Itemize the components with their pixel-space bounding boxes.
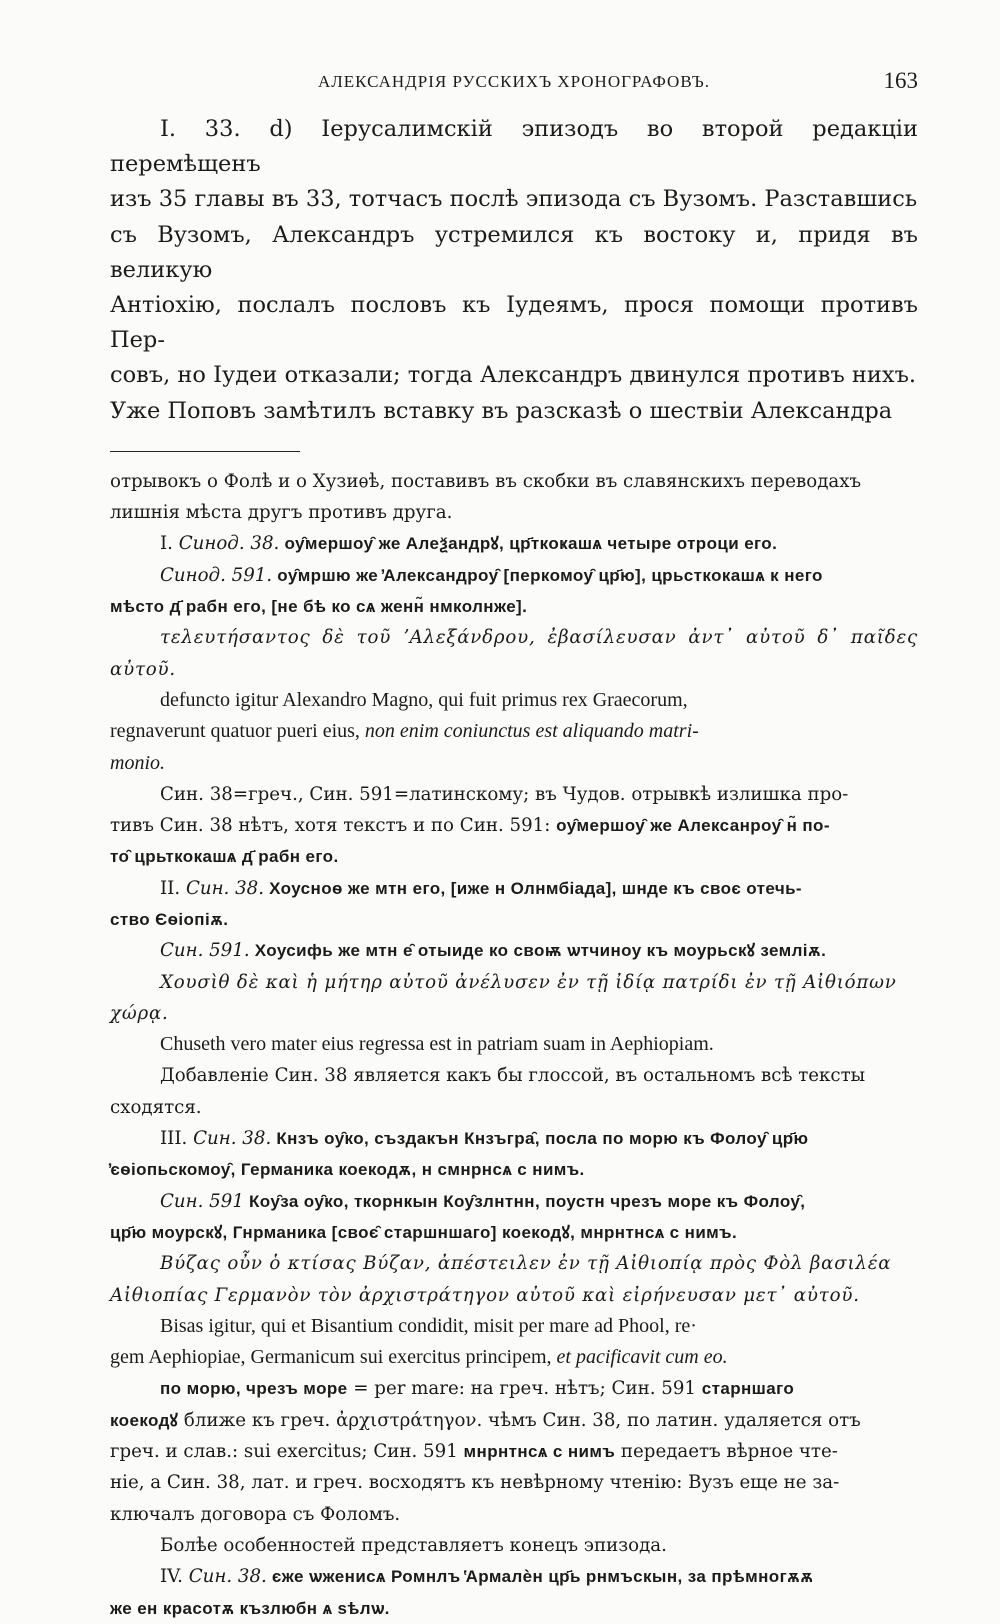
greek-line: Αἰθιοπίας Γερμανὸν τὸν ἀρχιστράτηγον αὐτοῦ καὶ εἰρήνευσαν μετ᾿ αὐτοῦ.	[110, 1284, 860, 1306]
latin-line	[110, 1342, 918, 1373]
slavonic-text: Кнзъ оу̑ко, създакън Кнзъгра̑, посла по морю къ Фолоу̑ цр҃ю	[271, 1129, 809, 1149]
note-line	[110, 1373, 918, 1404]
note-line	[110, 935, 918, 966]
slavonic-text: єже ѡженисѧ Ромнлъ ̔Армалѐн цр҃ь рнмъскын, за прѣмногѫѫ	[266, 1567, 814, 1587]
latin-line	[110, 716, 918, 747]
slavonic-text: старншаго	[701, 1379, 795, 1399]
note-line: цр҃ю моурскꙋ, Гнрманика [своє̑ старшншаго] коекодꙋ, мнрнтнсѧ с нимъ.	[110, 1222, 738, 1242]
source-ref: Син. 38.	[185, 877, 265, 899]
note-line: Добавленіе Син. 38 является какъ бы глоссой, въ остальномъ всѣ тексты	[160, 1065, 866, 1087]
running-title: АЛЕКСАНДРІЯ РУССКИХЪ ХРОНОГРАФОВЪ.	[317, 72, 711, 91]
note-line	[110, 528, 918, 559]
latin-text: regnaverunt quatuor pueri eius,	[110, 720, 365, 743]
slavonic-text: Коу̑за оу̑ко, ткорнкын Коу̑злнтнн, поустн чрезъ море къ Фолоу̑,	[243, 1191, 806, 1211]
note-line: лишнія мѣста другъ противъ друга.	[110, 502, 453, 524]
note-line	[110, 1561, 918, 1592]
note-line	[110, 1405, 918, 1436]
page-number: 163	[883, 68, 918, 93]
section-numeral: III.	[160, 1128, 194, 1150]
latin-text: gem Aephiopiae, Germanicum sui exercitus principem,	[110, 1346, 557, 1369]
source-ref: Син. 591.	[160, 940, 250, 962]
main-line: Антіохію, послалъ пословъ къ Іудеямъ, прося помощи противъ Пер-	[110, 292, 918, 354]
footnote-divider	[110, 451, 300, 452]
note-text: ближе къ греч. ἀρχιστράτηγον. чѣмъ Син. 38, по латин. удаляется отъ	[178, 1409, 861, 1431]
slavonic-text: Хоусифь же мтн е̑ отыиде ко своѭ ѡтчиноу къ моурьскꙋ земліѫ.	[249, 941, 827, 961]
section-numeral: I.	[160, 533, 179, 555]
section-numeral: II.	[160, 877, 186, 899]
note-line: то̑ црьткокашѧ д҃ рабн его.	[110, 847, 339, 867]
latin-italic: non enim coniunctus est aliquando matri-	[364, 720, 699, 743]
note-line: ̓єѳіопьскомоу̑, Германика коекодѫ, н смнрнсѧ с нимъ.	[110, 1160, 585, 1180]
note-line	[110, 873, 918, 904]
note-text: тивъ Син. 38 нѣтъ, хотя текстъ и по Син. 591:	[110, 815, 557, 837]
note-line: мѣсто д҃ рабн его, [не бѣ ко сѧ женн̃ нмколнже].	[110, 597, 528, 617]
greek-line: Βύζας οὖν ὁ κτίσας Βύζαν, ἀπέστειλεν ἐν τῇ Αἰθιοπίᾳ πρὸς Φὸλ βασιλέα	[160, 1253, 892, 1275]
note-line: Болѣе особенностей представляетъ конецъ эпизода.	[160, 1534, 667, 1556]
main-line: съ Вузомъ, Александръ устремился къ востоку и, придя въ великую	[110, 221, 918, 283]
source-ref: Синод. 591.	[160, 564, 273, 586]
note-line: отрывокъ о Фолѣ и о Хузиѳѣ, поставивъ въ скобки въ славянскихъ переводахъ	[110, 470, 862, 492]
slavonic-text: оу̑мршю же ̓Александроу̑ [перкомоу̑ цр҃ю], црьсткокашѧ к него	[272, 565, 823, 585]
main-text	[110, 112, 918, 429]
note-line	[110, 1186, 918, 1217]
greek-line: Χουσὶθ δὲ καὶ ἡ μήτηρ αὐτοῦ ἀνέλυσεν ἐν τῇ ἰδίᾳ πατρίδι ἐν τῇ Αἰθιόπων	[160, 971, 897, 993]
note-line: сходятся.	[110, 1096, 202, 1118]
note-line: Син. 38=греч., Син. 591=латинскому; въ Чудов. отрывкѣ излишка про-	[160, 783, 849, 805]
greek-line: τελευτήσαντος δὲ τοῦ ʼΑλεξάνδρου, ἐβασίλευσαν ἀντ᾿ αὐτοῦ δ᾿ παῖδες αὐτοῦ.	[110, 627, 918, 680]
main-line: Уже Поповъ замѣтилъ вставку въ разсказѣ о шествіи Александра	[110, 397, 893, 424]
note-line: ключалъ договора съ Фоломъ.	[110, 1503, 401, 1525]
main-line: изъ 35 главы въ 33, тотчасъ послѣ эпизода съ Вузомъ. Разставшись	[110, 186, 918, 213]
latin-line: Bisas igitur, qui et Bisantium condidit, misit per mare ad Phool, re·	[160, 1314, 697, 1337]
slavonic-text: коекодꙋ	[110, 1410, 179, 1430]
note-line	[110, 560, 918, 591]
source-ref: Син. 38.	[193, 1128, 272, 1150]
slavonic-text: оу̑мершоу̑ же Алексанроу̑ н̃ по-	[556, 816, 830, 836]
latin-line: monio.	[110, 751, 165, 774]
slavonic-text: оу̑мершоу̑ же Алеѯандрꙋ, цр҃ткоҝашѧ четыре отроци его.	[279, 534, 778, 554]
note-text: передаетъ вѣрное чте-	[615, 1441, 838, 1463]
note-text: греч. и слав.: sui exercitus; Син. 591	[110, 1441, 464, 1463]
section-numeral: IV.	[160, 1566, 189, 1588]
note-line	[110, 810, 918, 841]
greek-line: χώρᾳ.	[110, 1002, 169, 1024]
note-text: = per mare: на греч. нѣтъ; Син. 591	[347, 1378, 702, 1400]
note-line	[110, 1436, 918, 1467]
latin-line: defuncto igitur Alexandro Magno, qui fuit primus rex Graecorum,	[160, 688, 688, 711]
source-ref: Син. 38.	[188, 1566, 267, 1588]
note-line	[110, 1123, 918, 1154]
latin-italic: et pacificavit cum eo.	[556, 1346, 728, 1369]
note-line: же ен красотѫ къзлюбн ѧ ѕѣлѡ.	[110, 1598, 390, 1618]
slavonic-text: Хоусноѳ же мтн его, [иже н Олнмбіада], шнде къ своє отечь-	[264, 878, 802, 898]
slavonic-text: мнрнтнсѧ с нимъ	[463, 1442, 616, 1462]
footnote-block	[110, 466, 918, 1624]
note-line: ніе, а Син. 38, лат. и греч. восходятъ къ невѣрному чтенію: Вузъ еще не за-	[110, 1472, 840, 1494]
note-line: ство Єѳіопіѫ.	[110, 909, 229, 929]
source-ref: Син. 591	[160, 1190, 244, 1212]
latin-line: Chuseth vero mater eius regressa est in patriam suam in Aephiopiam.	[160, 1033, 714, 1056]
source-ref: Синод. 38.	[178, 533, 280, 555]
page-header	[110, 68, 918, 112]
main-line: I. 33. d) Іерусалимскій эпизодъ во второй редакціи перемѣщенъ	[110, 116, 918, 178]
main-line: совъ, но Іудеи отказали; тогда Александръ двинулся противъ нихъ.	[110, 362, 917, 389]
slavonic-text: по морю, чрезъ море	[160, 1379, 348, 1399]
